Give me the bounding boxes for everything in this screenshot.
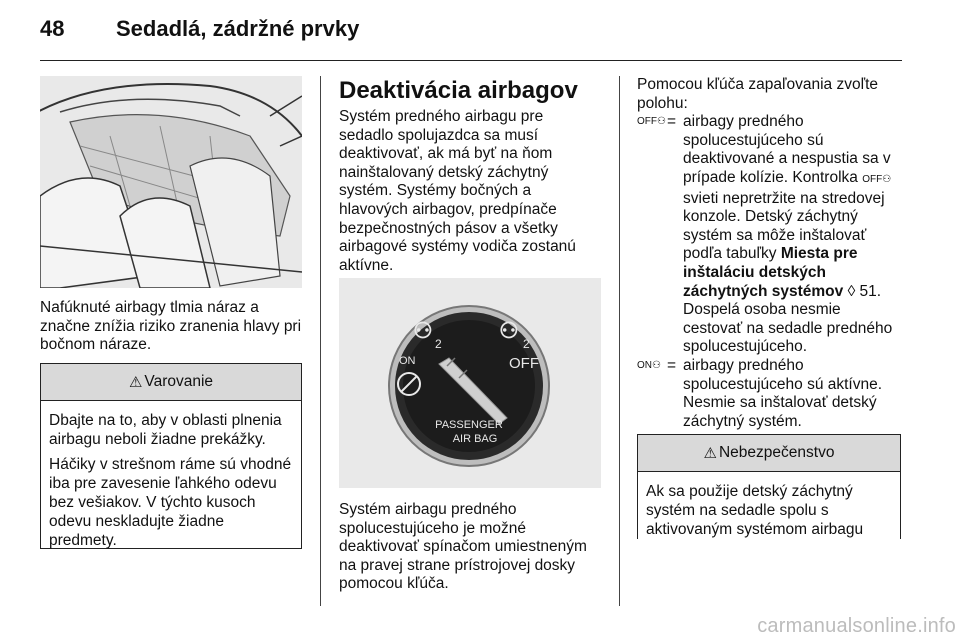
- switch-label-on: ON: [399, 355, 416, 367]
- danger-paragraph: Ak sa použije detský záchytný systém na sedadle spolu s aktivovaným systémom airbagu: [646, 483, 864, 538]
- warning-box-header: [41, 364, 301, 401]
- danger-box-body: [638, 472, 900, 553]
- airbag-switch-drawing: [339, 278, 601, 488]
- warning-box: [40, 363, 302, 549]
- watermark: carmanualsonline.info: [757, 615, 956, 637]
- car-interior-drawing: [40, 76, 302, 288]
- equals-sign: =: [667, 356, 677, 374]
- column-2-caption: [339, 501, 601, 594]
- switch-label-2: 2: [523, 337, 530, 351]
- switch-illustration: [339, 278, 601, 488]
- column-divider: [320, 76, 321, 606]
- figure-caption: Systém airbagu predného spolucestujúceho je možné deaktivovať spínačom umiestneným na pravej strane prístrojovej dosky pomocou kľúča.: [339, 501, 587, 593]
- intro-paragraph: Pomocou kľúča zapaľovania zvoľte polohu:: [637, 76, 879, 112]
- warning-paragraph: Háčiky v strešnom ráme sú vhodné iba pre zavesenie ľahkého odevu bez vešiakov. V týchto kusoch odevu neskladujte žiadne predmety.: [49, 456, 292, 549]
- warning-paragraph: Dbajte na to, aby v oblasti plnenia airbagu neboli žiadne prekážky.: [49, 412, 282, 448]
- warning-title: Varovanie: [144, 373, 214, 390]
- switch-label-passenger: PASSENGER: [435, 419, 503, 431]
- figure-caption: Nafúknuté airbagy tlmia náraz a značne znížia riziko zranenia hlavy pri bočnom náraze.: [40, 299, 302, 354]
- danger-title: Nebezpečenstvo: [718, 444, 835, 461]
- definition-on-text: airbagy predného spolucestujúceho sú aktívne. Nesmie sa inštalovať detský záchytný systém.: [683, 356, 883, 430]
- section-heading: Deaktivácia airbagov: [339, 77, 578, 104]
- airbag-on-symbol: ON⚇: [637, 359, 661, 371]
- column-2: [339, 76, 601, 275]
- definition-on: [637, 357, 903, 431]
- intro-paragraph: Systém predného airbagu pre sedadlo spolujazdca sa musí deaktivovať, ak má byť na ňom nainštalovaný detský záchytný systém. Systémy bočných a hlavových airbagov, predpínače bezpečnostných pásov a všetky airbagové systémy vodiča zostanú aktívne.: [339, 108, 576, 274]
- airbag-off-symbol: OFF⚇: [637, 116, 666, 128]
- column-3: [637, 76, 903, 431]
- table-reference-link[interactable]: Miesta pre inštaláciu detských záchytných systémov: [683, 245, 858, 300]
- page-reference[interactable]: 51.: [859, 282, 882, 300]
- warning-triangle-icon: ⚠: [128, 374, 143, 391]
- column-divider: [619, 76, 620, 606]
- switch-label-2: 2: [435, 337, 442, 351]
- page-reference-icon: ◊: [847, 282, 856, 300]
- header-rule: [40, 60, 902, 61]
- warning-box-body: [41, 401, 301, 564]
- definition-off: [637, 113, 903, 357]
- warning-triangle-icon: ⚠: [703, 445, 717, 462]
- airbag-off-indicator-icon: OFF⚇: [862, 173, 892, 185]
- airbag-on-symbol-icon: ⚇: [413, 318, 433, 343]
- danger-box-header: [638, 435, 900, 472]
- column-1: [40, 299, 302, 355]
- equals-sign: =: [667, 113, 677, 131]
- page-header: [40, 16, 359, 52]
- airbag-off-symbol-icon: ⚇: [499, 318, 519, 343]
- section-title: Sedadlá, zádržné prvky: [116, 16, 360, 41]
- danger-box: [637, 434, 901, 539]
- airbag-illustration: [40, 76, 302, 288]
- definition-off-text: airbagy predného spolucestujúceho sú deaktivované a nespustia sa v prípade kolízie. Kontrolka OFF⚇ svieti nepretržite na stredovej konzole. Detský záchytný systém sa môže inštalovať podľa tabuľky Miesta pre inštaláciu detských záchytných systémov ◊ 51. Dospelá osoba nesmie cestovať na sedadle predného spolucestujúceho.: [683, 113, 893, 356]
- switch-label-airbag: AIR BAG: [452, 433, 498, 445]
- page-number: 48: [40, 16, 65, 41]
- switch-label-off: OFF: [509, 355, 539, 372]
